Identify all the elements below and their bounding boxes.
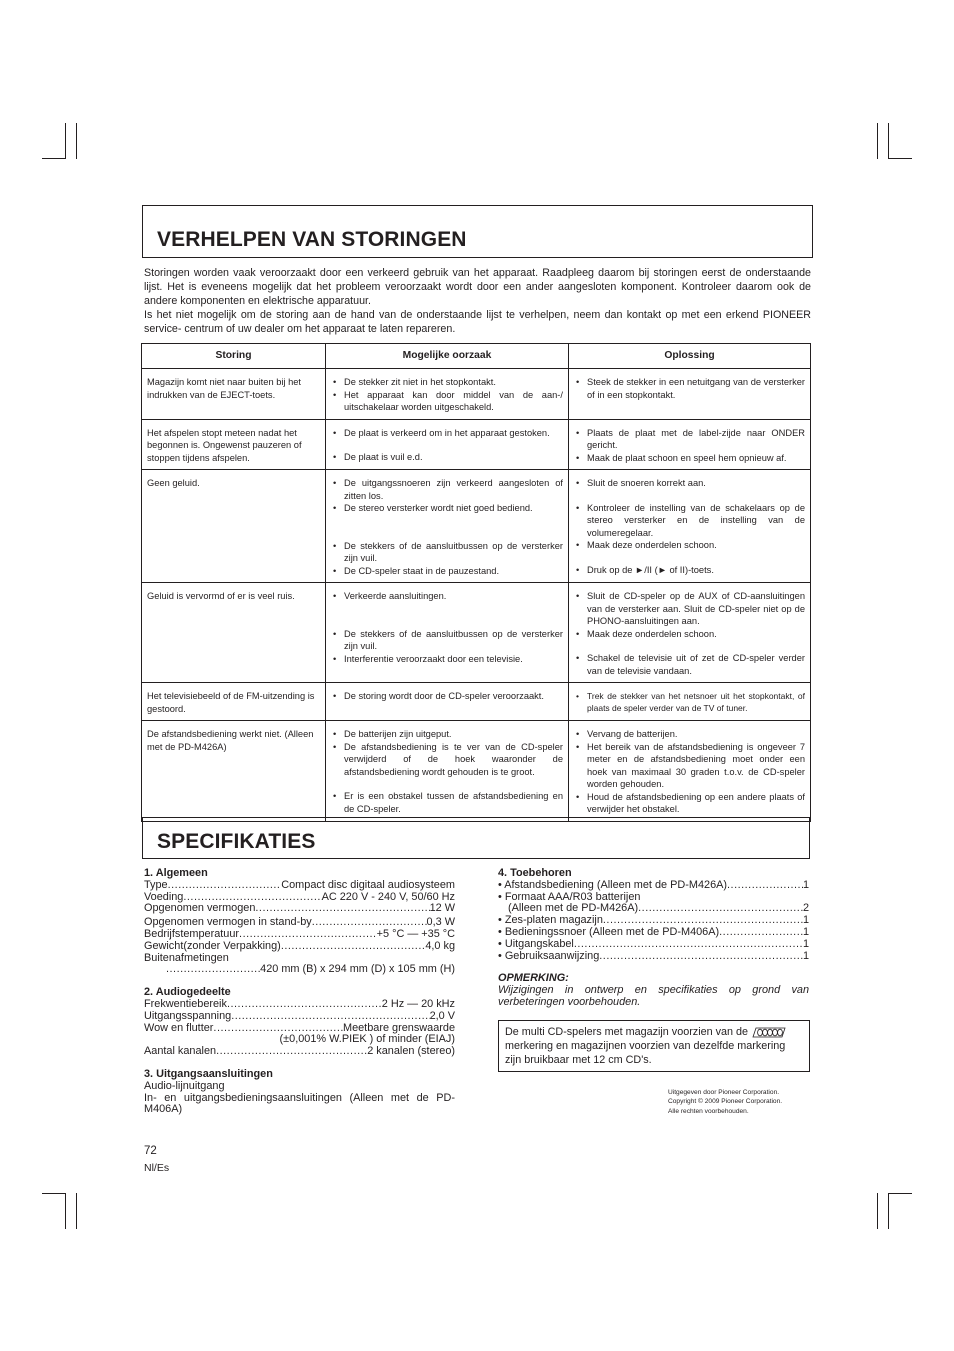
crop-mark	[76, 123, 77, 159]
list-item: • Steek de stekker in een netuitgang van de versterker of in een stopkontakt.	[574, 376, 805, 401]
spec-line	[144, 964, 455, 976]
cause-cell	[326, 369, 569, 420]
spec-line	[498, 880, 809, 892]
symptom-cell: Geluid is vervormd of er is veel ruis.	[142, 583, 326, 683]
crop-mark	[42, 1193, 66, 1194]
cause-cell	[326, 583, 569, 683]
spec-line	[144, 999, 455, 1011]
list-item: • Druk op de ►/II (► of II)-toets.	[574, 564, 805, 577]
spec-value: 1	[802, 878, 809, 891]
note-heading: OPMERKING:	[498, 972, 569, 985]
table-row	[142, 369, 811, 420]
symptom-cell: Geen geluid.	[142, 470, 326, 583]
spec-key: • Gebruiksaanwijzing	[498, 949, 600, 962]
list-item: • De plaat is verkeerd om in het apparaat gestoken.	[331, 427, 563, 440]
specs-right-column	[498, 868, 809, 1009]
spec-value: 2 kanalen (stereo)	[367, 1045, 455, 1058]
list-item: • De stekkers of de aansluitbussen op de versterker zijn vuil.	[331, 540, 563, 565]
table-row	[142, 470, 811, 583]
page-number: 72	[144, 1145, 157, 1157]
spec-value: 2 Hz — 20 kHz	[381, 997, 455, 1010]
list-item: • De stereo versterker wordt niet goed bediend.	[331, 502, 563, 515]
spec-key: • Formaat AAA/R03 batterijen	[498, 890, 641, 903]
spec-key: Opgenomen vermogen in stand-by	[144, 916, 312, 929]
spec-value: (±0,001% W.PIEK ) of minder (EIAJ)	[279, 1033, 455, 1046]
column-header: Oplossing	[569, 344, 811, 369]
spec-section-outputs	[144, 1069, 455, 1116]
spec-value: 4,0 kg	[425, 939, 455, 952]
cause-cell	[326, 470, 569, 583]
spec-key: Frekwentiebereik	[144, 997, 227, 1010]
remedy-cell	[569, 583, 811, 683]
troubleshooting-intro	[144, 266, 811, 336]
remedy-cell	[569, 683, 811, 721]
spec-key: Uitgangsspanning	[144, 1009, 232, 1022]
spec-key: Buitenafmetingen	[144, 951, 229, 964]
spec-line	[144, 1046, 455, 1058]
list-item: • Het bereik van de afstandsbediening is ongeveer 7 meter en de afstandsbediening moet onder een hoek van maximaal 30 graden t.o.v. de CD-speler worden gehouden.	[574, 741, 805, 791]
spec-key: • Afstandsbediening (Alleen met de PD-M426A)	[498, 878, 728, 891]
spec-heading: 3. Uitgangsaansluitingen	[144, 1067, 273, 1080]
column-header: Storing	[142, 344, 326, 369]
cause-cell	[326, 419, 569, 470]
crop-mark	[888, 1193, 912, 1194]
specs-left-column	[144, 868, 455, 1127]
intro-paragraph: Is het niet mogelijk om de storing aan de hand van de onderstaande lijst te verhelpen, neem dan kontakt op met een erkend PIONEER service- centrum of uw dealer om het apparaat te laten repareren.	[144, 309, 811, 335]
list-item: • De uitgangssnoeren zijn verkeerd aangesloten of zitten los.	[331, 477, 563, 502]
list-item: • Schakel de televisie uit of zet de CD-speler verder van de televisie vandaan.	[574, 652, 805, 677]
publisher-info	[668, 1088, 782, 1116]
spec-line: In- en uitgangsbedieningsaansluitingen (Alleen met de PD-M406A)	[144, 1091, 455, 1116]
spec-value: AC 220 V - 240 V, 50/60 Hz	[321, 890, 455, 903]
crop-mark	[888, 158, 912, 159]
language-code: Nl/Es	[144, 1162, 170, 1174]
list-item: • Maak de plaat schoon en speel hem opnieuw af.	[574, 452, 805, 465]
spec-value: 2,0 V	[429, 1009, 455, 1022]
spec-line	[144, 929, 455, 941]
list-item: • Maak deze onderdelen schoon.	[574, 539, 805, 552]
publisher-line: Copyright © 2009 Pioneer Corporation.	[668, 1098, 783, 1106]
multi-cd-note-box	[498, 1020, 810, 1072]
list-item: • De stekker zit niet in het stopkontakt.	[331, 376, 563, 389]
list-item: • Verkeerde aansluitingen.	[331, 590, 563, 603]
spec-line	[144, 903, 455, 915]
symptom-cell: Magazijn komt niet naar buiten bij het indrukken van de EJECT-toets.	[142, 369, 326, 420]
spec-heading: 4. Toebehoren	[498, 867, 572, 879]
list-item: • De afstandsbediening is te ver van de CD-speler verwijderd of de hoek waaronder de afstandsbediening wordt gehouden is te groot.	[331, 741, 563, 779]
spec-value: 420 mm (B) x 294 mm (D) x 105 mm (H)	[260, 963, 455, 976]
list-item: • De batterijen zijn uitgeput.	[331, 728, 563, 741]
remedy-cell	[569, 721, 811, 822]
multi-cd-logo-icon	[751, 1027, 787, 1038]
list-item: • De stekkers of de aansluitbussen op de versterker zijn vuil.	[331, 628, 563, 653]
publisher-line: Uitgegeven door Pioneer Corporation.	[668, 1089, 780, 1096]
spec-key: • Zes-platen magazijn	[498, 914, 603, 927]
list-item: • Sluit de CD-speler op de AUX of CD-aansluitingen van de versterker aan. Sluit de CD-speler niet op de PHONO-aansluitingen aan.	[574, 590, 805, 628]
spec-value: +5 °C — +35 °C	[376, 927, 455, 940]
table-row	[142, 419, 811, 470]
spec-line	[498, 927, 809, 939]
symptom-cell: Het televisiebeeld of de FM-uitzending is gestoord.	[142, 683, 326, 721]
crop-mark	[888, 123, 889, 159]
crop-mark	[877, 1193, 878, 1229]
spec-value: 1	[802, 937, 809, 950]
spec-value: 0,3 W	[426, 916, 455, 929]
spec-line	[498, 951, 809, 963]
intro-paragraph: Storingen worden vaak veroorzaakt door een verkeerd gebruik van het apparaat. Raadpleeg daarom bij storingen eerst de onderstaande lijst. Het is eveneens mogelijk dat het probleem veroorzaakt wordt door een ander aangesloten komponent. Kontroleer daarom ook de andere komponenten en elektrische apparatuur.	[144, 267, 811, 307]
spec-line	[144, 880, 455, 892]
spec-section-general	[144, 868, 455, 976]
spec-key: Gewicht(zonder Verpakking)	[144, 939, 281, 952]
table-row	[142, 683, 811, 721]
spec-value: 1	[802, 914, 809, 927]
multi-cd-note-text: De multi CD-spelers met magazijn voorzien van de	[505, 1026, 749, 1038]
table-row	[142, 583, 811, 683]
spec-key: Aantal kanalen	[144, 1045, 217, 1058]
list-item: • De plaat is vuil e.d.	[331, 451, 563, 464]
spec-heading: 1. Algemeen	[144, 867, 208, 879]
remedy-cell	[569, 369, 811, 420]
spec-key: (Alleen met de PD-M426A)	[508, 902, 639, 915]
remedy-cell	[569, 419, 811, 470]
troubleshooting-table	[141, 343, 811, 822]
crop-mark	[65, 1193, 66, 1229]
publisher-line: Alle rechten voorbehouden.	[668, 1107, 749, 1115]
specs-title: SPECIFIKATIES	[157, 830, 316, 853]
table-row	[142, 721, 811, 822]
spec-key: Wow en flutter	[144, 1021, 214, 1034]
crop-mark	[42, 158, 66, 159]
list-item: • Sluit de snoeren korrekt aan.	[574, 477, 805, 490]
spec-key: Type	[144, 878, 168, 891]
spec-value: Compact disc digitaal audiosysteem	[281, 878, 455, 891]
spec-key: Bedrijfstemperatuur	[144, 927, 240, 940]
spec-key: Voeding	[144, 890, 184, 903]
crop-mark	[76, 1193, 77, 1229]
spec-line	[144, 1011, 455, 1023]
crop-mark	[877, 123, 878, 159]
multi-cd-note-text: merkering en magazijnen voorzien van dezelfde markering zijn bruikbaar met 12 cm CD's.	[505, 1040, 786, 1066]
spec-line: Audio-lijnuitgang	[144, 1079, 225, 1092]
spec-line	[144, 941, 455, 953]
list-item: • Houd de afstandsbediening op een andere plaats of verwijder het obstakel.	[574, 791, 805, 816]
spec-value: 1	[802, 949, 809, 962]
spec-heading: 2. Audiogedeelte	[144, 986, 231, 999]
list-item: • Vervang de batterijen.	[574, 728, 805, 741]
list-item: • Er is een obstakel tussen de afstandsbediening en de CD-speler.	[331, 790, 563, 815]
troubleshooting-title: VERHELPEN VAN STORINGEN	[157, 228, 467, 251]
spec-section-audio	[144, 987, 455, 1058]
note-text: Wijzigingen in ontwerp en specifikaties op grond van verbeteringen voorbehouden.	[498, 984, 809, 1008]
spec-line	[498, 939, 809, 951]
crop-mark	[888, 1193, 889, 1229]
list-item: • De CD-speler staat in de pauzestand.	[331, 565, 563, 578]
list-item: • Trek de stekker van het netsnoer uit het stopkontakt, of plaats de speler verder van de TV of tuner.	[574, 690, 805, 714]
spec-value: Meetbare grenswaarde	[343, 1021, 455, 1034]
table-header-row	[142, 344, 811, 369]
cause-cell	[326, 683, 569, 721]
spec-key: Opgenomen vermogen	[144, 902, 256, 915]
list-item: • Het apparaat kan door middel van de aan-/ uitschakelaar worden uitgeschakeld.	[331, 389, 563, 414]
symptom-cell: Het afspelen stopt meteen nadat het begonnen is. Ongewenst pauzeren of stoppen tijdens afspelen.	[142, 419, 326, 470]
remedy-cell	[569, 470, 811, 583]
spec-value: 1	[802, 925, 809, 938]
spec-value: 12 W	[429, 902, 455, 915]
cause-cell	[326, 721, 569, 822]
list-item: • Interferentie veroorzaakt door een televisie.	[331, 653, 563, 666]
list-item: • Plaats de plaat met de label-zijde naar ONDER gericht.	[574, 427, 805, 452]
spec-value: 2	[802, 902, 809, 915]
spec-section-accessories	[498, 868, 809, 962]
list-item: • De storing wordt door de CD-speler veroorzaakt.	[331, 690, 563, 703]
list-item: • Maak deze onderdelen schoon.	[574, 628, 805, 641]
list-item: • Kontroleer de instelling van de schakelaars op de stereo versterker en de instelling van de volumeregelaar.	[574, 502, 805, 540]
spec-key: • Uitgangskabel	[498, 937, 574, 950]
spec-key: • Bedieningssnoer (Alleen met de PD-M406A)	[498, 925, 720, 938]
column-header: Mogelijke oorzaak	[326, 344, 569, 369]
crop-mark	[65, 123, 66, 159]
symptom-cell: De afstandsbediening werkt niet. (Alleen met de PD-M426A)	[142, 721, 326, 822]
